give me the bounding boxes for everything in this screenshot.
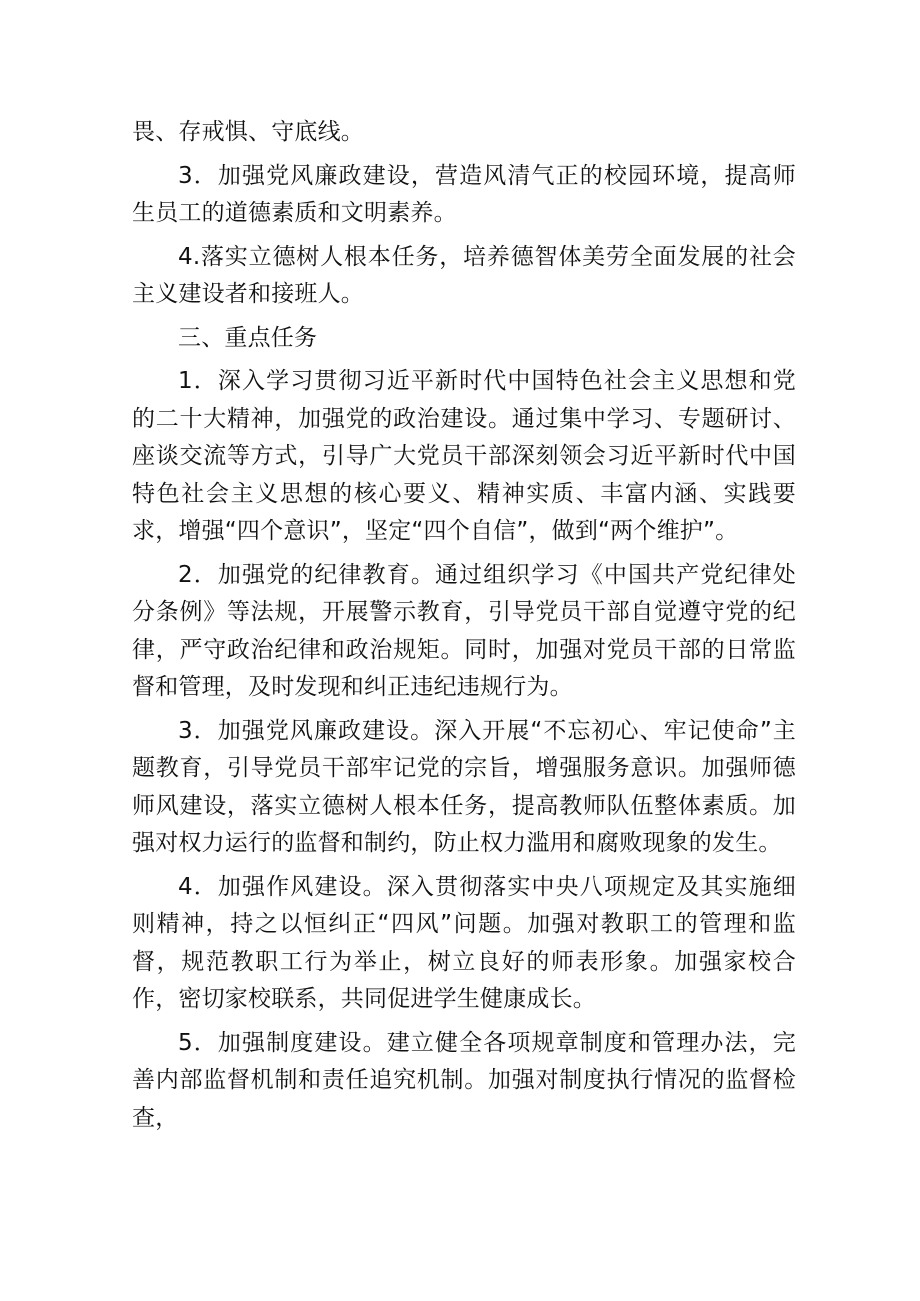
paragraph-goal-3: 3．加强党风廉政建设，营造风清气正的校园环境，提高师生员工的道德素质和文明素养。 xyxy=(132,162,796,226)
document-body xyxy=(132,114,796,1137)
paragraph-task-1: 1．深入学习贯彻习近平新时代中国特色社会主义思想和党的二十大精神，加强党的政治建设。通过集中学习、专题研讨、座谈交流等方式，引导广大党员干部深刻领会习近平新时代中国特色社会主义思想的核心要义、精神实质、丰富内涵、实践要求，增强“四个意识”，坚定“四个自信”，做到“两个维护”。 xyxy=(132,368,796,544)
paragraph-continuation: 畏、存戒惧、守底线。 xyxy=(132,119,364,145)
paragraph-task-2: 2．加强党的纪律教育。通过组织学习《中国共产党纪律处分条例》等法规，开展警示教育，引导党员干部自觉遵守党的纪律，严守政治纪律和政治规矩。同时，加强对党员干部的日常监督和管理，及时发现和纠正违纪违规行为。 xyxy=(132,561,796,700)
paragraph-task-4: 4．加强作风建设。深入贯彻落实中央八项规定及其实施细则精神，持之以恒纠正“四风”问题。加强对教职工的管理和监督，规范教职工行为举止，树立良好的师表形象。加强家校合作，密切家校联系，共同促进学生健康成长。 xyxy=(132,873,796,1012)
paragraph-task-5: 5．加强制度建设。建立健全各项规章制度和管理办法，完善内部监督机制和责任追究机制。加强对制度执行情况的监督检查， xyxy=(132,1029,796,1131)
paragraph-goal-4: 4.落实立德树人根本任务，培养德智体美劳全面发展的社会主义建设者和接班人。 xyxy=(132,243,796,307)
paragraph-task-3: 3．加强党风廉政建设。深入开展“不忘初心、牢记使命”主题教育，引导党员干部牢记党的宗旨，增强服务意识。加强师德师风建设，落实立德树人根本任务，提高教师队伍整体素质。加强对权力运行的监督和制约，防止权力滥用和腐败现象的发生。 xyxy=(132,717,796,856)
section-heading-key-tasks: 三、重点任务 xyxy=(178,324,318,351)
